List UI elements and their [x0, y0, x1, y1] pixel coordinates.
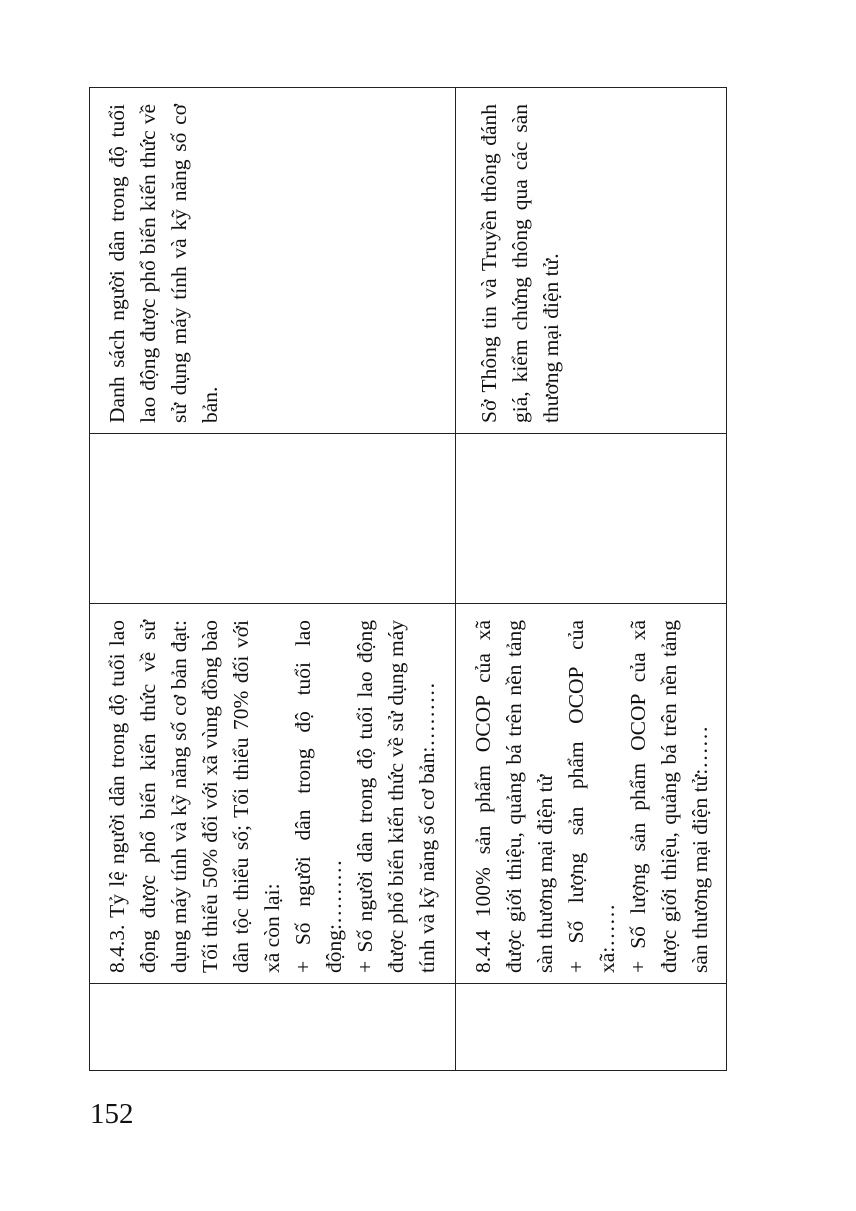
rotated-table-container	[89, 88, 727, 1071]
table-cell-result	[455, 434, 726, 604]
table-cell-index	[455, 984, 726, 1071]
table-cell-index	[90, 984, 456, 1071]
criterion-cell	[455, 604, 726, 984]
evidence-text: Danh sách người dân trong độ tuổi lao động được phổ biến kiến thức về sử dụng máy tính và kỹ năng số cơ bản.	[105, 104, 222, 423]
criterion-line: + Số người dân trong độ tuổi lao động:………	[291, 620, 346, 973]
criteria-table	[89, 87, 727, 1071]
criterion-line: + Số lượng sản phẩm OCOP của xã:……	[563, 620, 619, 973]
criteria-table-area	[89, 88, 727, 1071]
page-number: 152	[90, 1098, 134, 1130]
criterion-title: 8.4.3. Tỷ lệ người dân trong độ tuổi lao động được phổ biến kiến thức về sử dụng máy tính và kỹ năng số cơ bản đạt: Tối thiểu 50% đối với xã vùng đồng bào dân tộc thiểu số; Tối thiểu 70% đối với xã còn lại:	[105, 620, 284, 973]
criterion-cell	[90, 604, 456, 984]
evidence-cell	[90, 88, 456, 434]
criterion-line: + Số người dân trong độ tuổi lao động được phổ biến kiến thức về sử dụng máy tính và kỹ năng số cơ bản:………	[353, 620, 439, 973]
criterion-line: + Số lượng sản phẩm OCOP của xã được giới thiệu, quảng bá trên nền tảng sàn thương mại điện tử:……	[625, 620, 712, 973]
criterion-title: 8.4.4 100% sản phẩm OCOP của xã được giới thiệu, quảng bá trên nền tảng sàn thương mại điện tử	[470, 620, 557, 973]
evidence-text: Sở Thông tin và Truyền thông đánh giá, kiểm chứng thông qua các sàn thương mại điện tử.	[476, 104, 563, 423]
evidence-cell	[455, 88, 726, 434]
table-row	[455, 88, 726, 1071]
table-row	[90, 88, 456, 1071]
table-cell-result	[90, 434, 456, 604]
